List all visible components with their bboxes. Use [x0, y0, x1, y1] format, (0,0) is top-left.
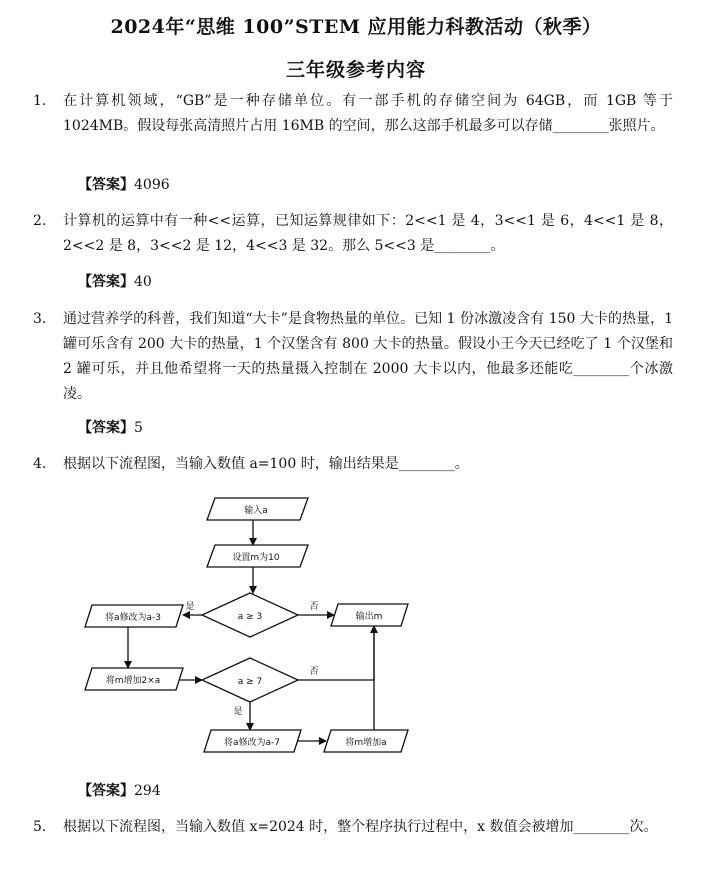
question-5 [33, 815, 673, 840]
question-1 [33, 89, 673, 139]
question-3 [33, 307, 673, 407]
flow-cond1-label: a ≥ 3 [237, 612, 263, 622]
question-number: 3. [33, 311, 47, 327]
question-number: 4. [33, 456, 47, 472]
answer-1 [78, 175, 170, 195]
flow-addm2a-label: 将m增加2×a [105, 676, 161, 686]
answer-tag: 【答案】 [78, 783, 134, 799]
answer-value: 4096 [134, 177, 170, 193]
flow-dec7-label: 将a修改为a-7 [223, 738, 281, 748]
flow-init-label: 设置m为10 [232, 553, 280, 563]
flow-input-label: 输入a [244, 506, 268, 516]
flow-yes2-label: 是 [233, 707, 243, 717]
question-4 [33, 452, 673, 477]
flow-yes1-label: 是 [185, 602, 195, 612]
answer-3 [78, 418, 143, 438]
question-text: 根据以下流程图，当输入数值 a=100 时，输出结果是________。 [63, 456, 469, 472]
question-number: 5. [33, 819, 47, 835]
answer-value: 40 [134, 274, 152, 290]
answer-2 [78, 272, 152, 292]
page-subtitle: 三年级参考内容 [285, 59, 426, 81]
flow-no1-label: 否 [309, 602, 319, 612]
question-text: 通过营养学的科普，我们知道“大卡”是食物热量的单位。已知 1 份冰激凌含有 150 大卡的热量，1 罐可乐含有 200 大卡的热量，1 个汉堡含有 800 大卡的热量。假设小王今天已经吃了 1 个汉堡和 2 罐可乐，并且他希望将一天的热量摄入控制在 2000 大卡以内，他最多还能吃________个冰激凌。 [63, 311, 673, 402]
answer-4 [78, 781, 161, 801]
question-text: 根据以下流程图，当输入数值 x=2024 时，整个程序执行过程中，x 数值会被增加________次。 [63, 819, 658, 835]
flow-dec3-label: 将a修改为a-3 [104, 613, 162, 623]
answer-value: 294 [134, 783, 161, 799]
answer-tag: 【答案】 [78, 274, 134, 290]
flow-addma-label: 将m增加a [345, 738, 387, 748]
question-2 [33, 209, 673, 259]
answer-value: 5 [134, 420, 143, 436]
question-number: 2. [33, 213, 47, 229]
answer-tag: 【答案】 [78, 420, 134, 436]
page-title: 2024年“思维 100”STEM 应用能力科教活动（秋季） [110, 16, 602, 38]
question-text: 计算机的运算中有一种<<运算，已知运算规律如下：2<<1 是 4，3<<1 是 6，4<<1 是 8，2<<2 是 8，3<<2 是 12，4<<3 是 32。那么 5<<3 是________。 [63, 213, 673, 254]
flow-no2-label: 否 [309, 667, 319, 677]
flowchart [78, 490, 418, 765]
answer-tag: 【答案】 [78, 177, 134, 193]
question-text: 在计算机领域，“GB”是一种存储单位。有一部手机的存储空间为 64GB，而 1GB 等于 1024MB。假设每张高清照片占用 16MB 的空间，那么这部手机最多可以存储________张照片。 [63, 93, 673, 134]
flow-cond2-label: a ≥ 7 [237, 677, 263, 687]
question-number: 1. [33, 93, 47, 109]
flow-output-label: 输出m [355, 612, 383, 622]
